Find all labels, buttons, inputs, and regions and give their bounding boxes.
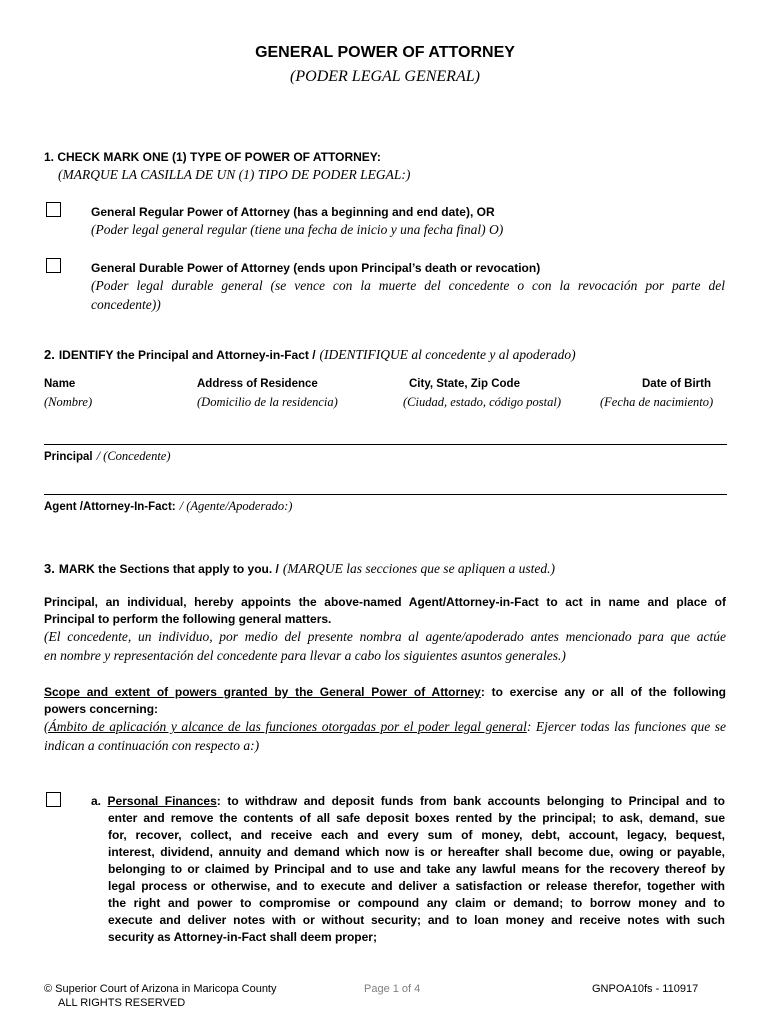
personal-finances-line: security as Attorney-in-Fact shall deem proper; (108, 930, 377, 944)
regular-poa-checkbox[interactable] (46, 202, 61, 217)
principal-row-label (44, 447, 171, 465)
scope-es-rest: : Ejercer todas las funciones que se (526, 719, 727, 734)
footer-rights: ALL RIGHTS RESERVED (58, 997, 186, 1009)
principal-entry-line[interactable] (44, 444, 727, 445)
scope-underlined: Scope and extent of powers granted by the General Power of Attorney (44, 685, 481, 699)
personal-finances-line: belonging to or claimed by Principal and to use and take any lawful means for the recovery thereof by (108, 862, 725, 876)
agent-label-es: / (Agente/Apoderado:) (179, 499, 293, 513)
column-address-label: Address of Residence (197, 378, 318, 390)
appoint-es-line2: en nombre y representación del concedente para llevar a cabo los siguientes asuntos generales.) (44, 648, 566, 663)
section1-heading: 1. CHECK MARK ONE (1) TYPE OF POWER OF ATTORNEY: (44, 150, 381, 164)
agent-label: Agent /Attorney-In-Fact: (44, 501, 176, 513)
section3-number: 3. (44, 561, 55, 576)
personal-finances-line: for, recover, collect, and receive each and every sum of money, debt, account, legacy, bequest, (108, 828, 725, 842)
column-dob-label: Date of Birth (642, 378, 711, 390)
item-a-letter: a. (91, 794, 102, 808)
scope-line1 (44, 685, 726, 699)
column-address-label-es: (Domicilio de la residencia) (197, 395, 338, 409)
regular-poa-label: General Regular Power of Attorney (has a beginning and end date), OR (91, 205, 495, 219)
personal-finances-line1-rest: : to withdraw and deposit funds from bank accounts belonging to Principal and to (216, 794, 725, 808)
personal-finances-line: the right and power to compromise or compound any claim or demand; to borrow money and to (108, 896, 725, 910)
scope-line2: powers concerning: (44, 702, 159, 716)
scope-es-line1 (44, 719, 726, 735)
personal-finances-line: enter and remove the contents of all safe deposit boxes rented by the principal; to ask, demand, sue (108, 811, 725, 825)
column-dob-label-es: (Fecha de nacimiento) (600, 395, 714, 409)
agent-row-label (44, 497, 292, 515)
section3-heading (44, 560, 555, 578)
durable-poa-label-es-line1: (Poder legal durable general (se vence con la muerte del concedente o con la revocación por parte del (91, 278, 725, 293)
footer-form-code: GNPOA10fs - 110917 (592, 983, 699, 995)
appoint-line2: Principal to perform the following general matters. (44, 612, 332, 626)
document-subtitle: (PODER LEGAL GENERAL) (290, 68, 480, 85)
regular-poa-label-es: (Poder legal general regular (tiene una fecha de inicio y una fecha final) O) (91, 222, 504, 237)
footer-copyright: © Superior Court of Arizona in Maricopa County (44, 983, 277, 995)
durable-poa-checkbox[interactable] (46, 258, 61, 273)
agent-entry-line[interactable] (44, 494, 727, 495)
footer-page-number: Page 1 of 4 (364, 983, 421, 995)
column-city-label: City, State, Zip Code (409, 378, 520, 390)
section3-heading-text: MARK the Sections that apply to you. / (58, 562, 279, 576)
document-title: GENERAL POWER OF ATTORNEY (255, 44, 515, 61)
scope-rest: : to exercise any or all of the following (480, 685, 726, 699)
section2-number: 2. (44, 347, 55, 362)
principal-label-es: / (Concedente) (96, 449, 171, 463)
personal-finances-title: Personal Finances (107, 794, 217, 808)
section1-heading-es: (MARQUE LA CASILLA DE UN (1) TIPO DE PODER LEGAL:) (58, 167, 411, 182)
durable-poa-label: General Durable Power of Attorney (ends upon Principal’s death or revocation) (91, 261, 541, 275)
personal-finances-checkbox[interactable] (46, 792, 61, 807)
column-name-label: Name (44, 378, 76, 390)
scope-es-line2: indican a continuación con respecto a:) (44, 738, 260, 753)
column-name-label-es: (Nombre) (44, 395, 93, 409)
principal-label: Principal (44, 451, 93, 463)
scope-es-underlined: (Ámbito de aplicación y alcance de las funciones otorgadas por el poder legal general (44, 719, 527, 734)
column-city-label-es: (Ciudad, estado, código postal) (403, 395, 561, 409)
personal-finances-line: legal process or otherwise, and to execute and deliver a satisfaction or release therefor, together with (108, 879, 725, 893)
personal-finances-line1 (91, 794, 725, 808)
durable-poa-label-es-line2: concedente)) (91, 297, 161, 312)
personal-finances-line: interest, dividend, annuity and demand which now is or hereafter shall become due, owing or payable, (108, 845, 725, 859)
section2-heading (44, 346, 576, 364)
section2-heading-es: (IDENTIFIQUE al concedente y al apoderado) (319, 347, 576, 362)
appoint-line1: Principal, an individual, hereby appoints the above-named Agent/Attorney-in-Fact to act in name and place of (44, 595, 726, 609)
appoint-es-line1: (El concedente, un individuo, por medio del presente nombra al agente/apoderado antes mencionado para que actúe (44, 629, 726, 644)
section3-heading-es: (MARQUE las secciones que se apliquen a usted.) (282, 561, 556, 576)
personal-finances-line: execute and deliver notes with or without security; and to loan money and receive notes with such (108, 913, 725, 927)
section2-heading-text: IDENTIFY the Principal and Attorney-in-Fact / (58, 348, 316, 362)
